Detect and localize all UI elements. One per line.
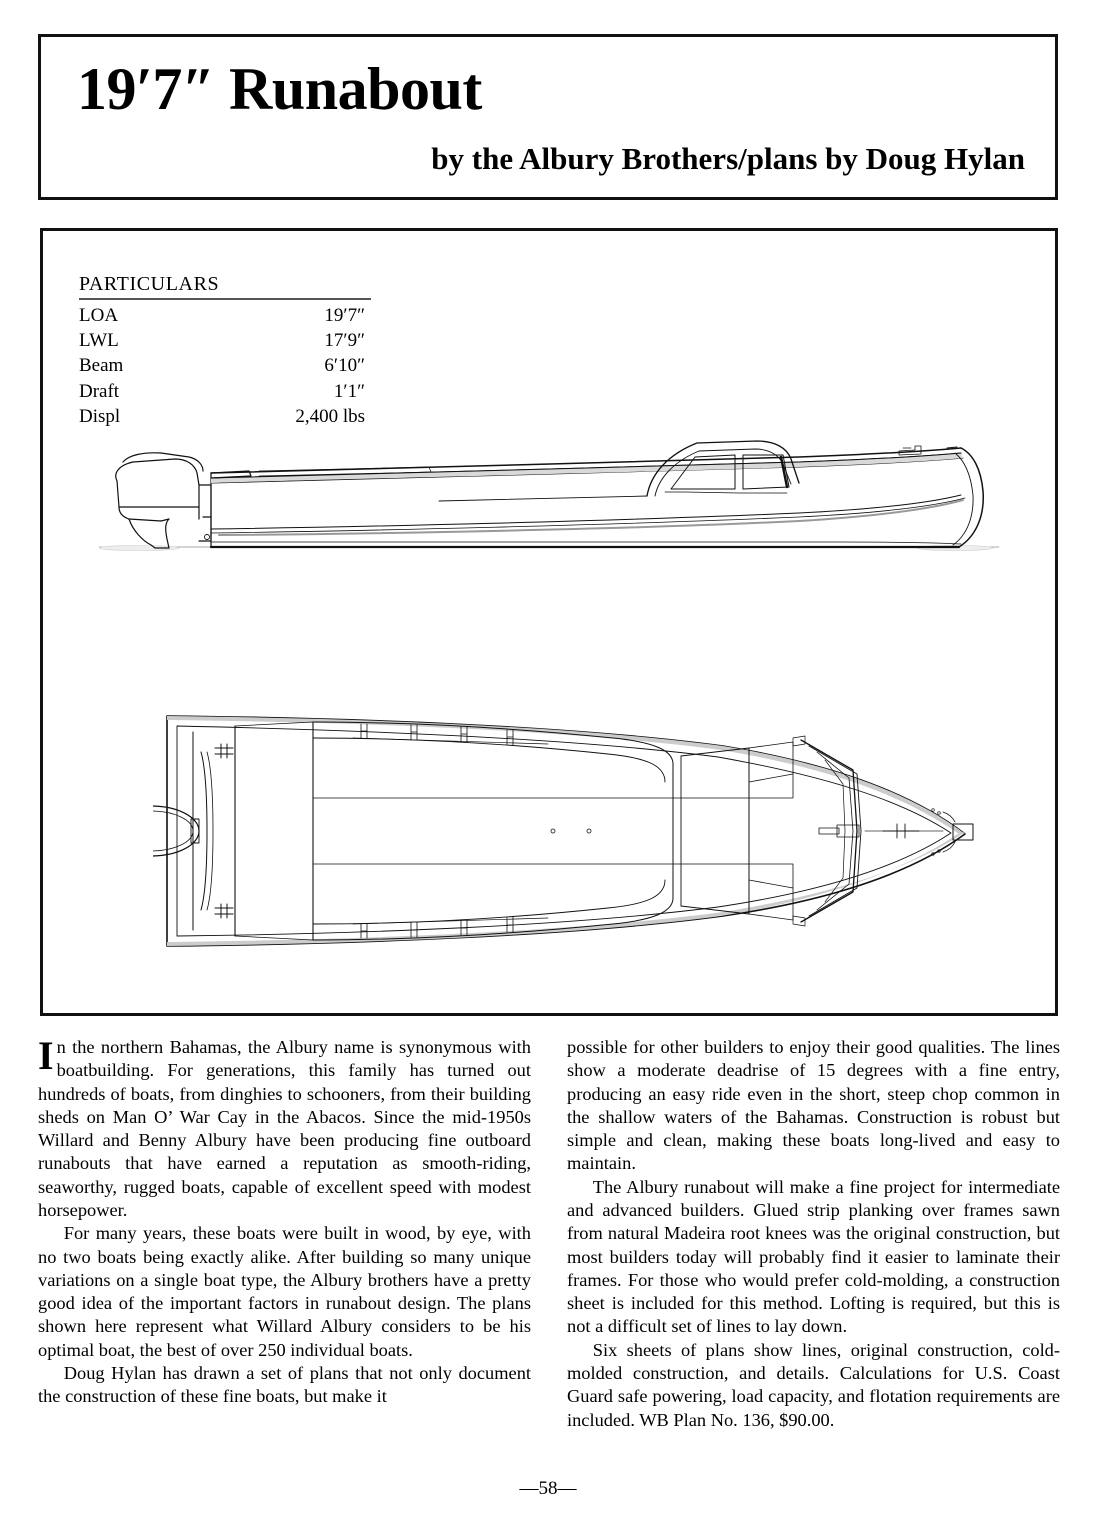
particulars-label: Displ	[79, 405, 121, 427]
page-number: —58—	[519, 1478, 577, 1499]
boat-plan-view	[153, 686, 1003, 976]
boat-profile-view	[99, 421, 999, 591]
boat-plan-drawing	[153, 686, 1003, 976]
drawing-plate	[40, 228, 1058, 1016]
paragraph: The Albury runabout will make a fine project for intermediate and advanced builders. Glued strip planking over frames sawn from natural Madeira root knees was the original construction, but most builders today will probably find it easier to laminate their frames. For those who would prefer cold-molding, a construction sheet is included for this method. Lofting is required, but this is not a difficult set of lines to lay down.	[567, 1176, 1060, 1337]
paragraph: Doug Hylan has drawn a set of plans that not only document the construction of these fine boats, but make it	[38, 1362, 531, 1407]
paragraph: Six sheets of plans show lines, original construction, cold-molded construction, and details. Calculations for U.S. Coast Guard safe powering, load capacity, and flotation requirements are included. WB Plan No. 136, $90.00.	[567, 1339, 1060, 1430]
article-body	[38, 1033, 1060, 1466]
particulars-value: 1′1″	[333, 380, 365, 402]
article-column-left	[38, 1033, 531, 1466]
page-title: 19′7″ Runabout	[77, 56, 482, 122]
table-row	[79, 303, 371, 328]
particulars-table	[79, 273, 371, 429]
particulars-value: 19′7″	[324, 305, 365, 326]
table-row	[79, 328, 371, 353]
table-row	[79, 353, 371, 378]
paragraph: For many years, these boats were built in wood, by eye, with no two boats being exactly alike. After building so many unique variations on a single boat type, the Albury brothers have a pretty good idea of the important factors in runabout design. The plans shown here represent what Willard Albury considers to be his optimal boat, the best of over 250 individual boats.	[38, 1223, 531, 1360]
paragraph	[38, 1033, 531, 1222]
particulars-divider	[79, 298, 371, 300]
title-box	[38, 34, 1058, 200]
boat-profile-drawing	[99, 421, 999, 591]
table-row	[79, 379, 371, 404]
drop-cap: I	[38, 1033, 54, 1078]
particulars-label: LWL	[79, 330, 119, 352]
particulars-rows	[79, 303, 371, 429]
particulars-value: 2,400 lbs	[295, 405, 365, 427]
particulars-heading: PARTICULARS	[79, 273, 220, 295]
article-column-right	[567, 1036, 1060, 1466]
particulars-label: Draft	[79, 380, 120, 402]
particulars-value: 17′9″	[324, 330, 365, 352]
particulars-label: LOA	[79, 305, 119, 326]
paragraph: possible for other builders to enjoy their good qualities. The lines show a moderate deadrise of 15 degrees with a fine entry, producing an easy ride even in the short, steep chop common in the shallow waters of the Bahamas. Construction is robust but simple and clean, making these boats long-lived and easy to maintain.	[567, 1037, 1060, 1174]
particulars-value: 6′10″	[324, 355, 365, 377]
particulars-label: Beam	[79, 355, 124, 377]
page-subtitle: by the Albury Brothers/plans by Doug Hylan	[431, 141, 1025, 176]
paragraph-text: n the northern Bahamas, the Albury name is synonymous with boatbuilding. For generations, this family has turned out hundreds of boats, from dinghies to schooners, from their building sheds on Man O’ War Cay in the Abacos. Since the mid-1950s Willard and Benny Albury have been producing fine outboard runabouts that have earned a reputation as smooth-riding, seaworthy, rugged boats, capable of excellent speed with modest horsepower.	[38, 1037, 531, 1220]
